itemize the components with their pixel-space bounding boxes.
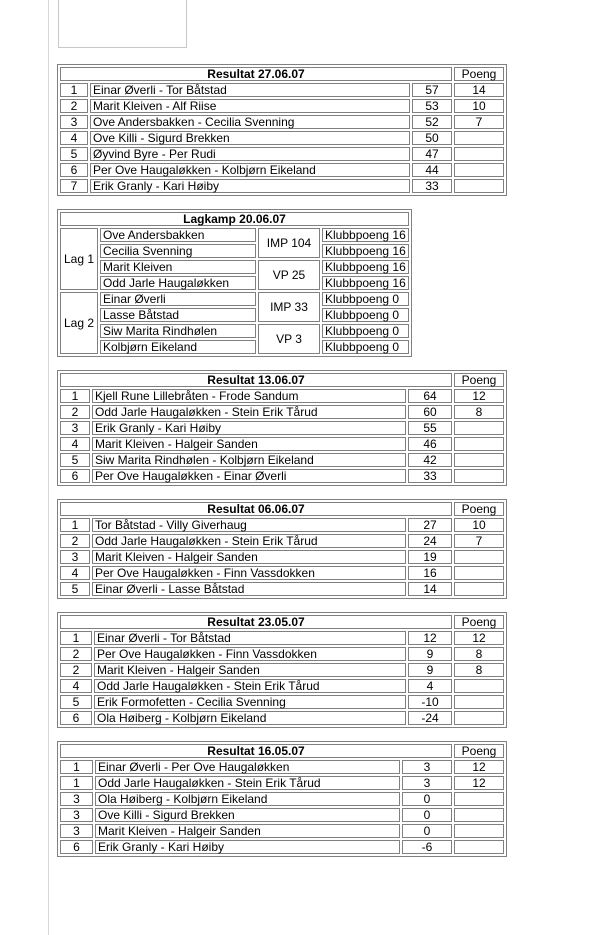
result-table-16-05 bbox=[57, 741, 507, 857]
rank-cell: 2 bbox=[60, 647, 92, 661]
poeng-cell bbox=[454, 469, 504, 483]
klubbpoeng-cell: Klubbpoeng 0 bbox=[322, 340, 409, 354]
rank-cell: 5 bbox=[60, 453, 90, 467]
poeng-cell bbox=[454, 453, 504, 467]
score-cell: 44 bbox=[412, 163, 452, 177]
rank-cell: 3 bbox=[60, 115, 88, 129]
pair-cell: Marit Kleiven - Alf Riise bbox=[90, 99, 410, 113]
poeng-cell bbox=[454, 711, 504, 725]
table-row bbox=[60, 163, 504, 177]
pair-cell: Ove Killi - Sigurd Brekken bbox=[90, 131, 410, 145]
rank-cell: 1 bbox=[60, 389, 90, 403]
poeng-header: Poeng bbox=[454, 615, 504, 629]
poeng-cell: 8 bbox=[454, 663, 504, 677]
poeng-header: Poeng bbox=[454, 744, 504, 758]
rank-cell: 1 bbox=[60, 776, 93, 790]
table-row bbox=[60, 340, 409, 354]
pair-cell: Ola Høiberg - Kolbjørn Eikeland bbox=[94, 711, 406, 725]
table-row bbox=[60, 292, 409, 306]
table-row bbox=[60, 679, 504, 693]
pair-cell: Marit Kleiven - Halgeir Sanden bbox=[92, 437, 406, 451]
score-cell: 0 bbox=[402, 792, 452, 806]
klubbpoeng-cell: Klubbpoeng 0 bbox=[322, 308, 409, 322]
pair-cell: Erik Granly - Kari Høiby bbox=[90, 179, 410, 193]
poeng-cell bbox=[454, 695, 504, 709]
rank-cell: 4 bbox=[60, 437, 90, 451]
score-cell: 0 bbox=[402, 808, 452, 822]
table-row bbox=[60, 389, 504, 403]
team-label: Lag 2 bbox=[60, 292, 98, 354]
klubbpoeng-cell: Klubbpoeng 0 bbox=[322, 292, 409, 306]
rank-cell: 6 bbox=[60, 163, 88, 177]
score-cell: 9 bbox=[408, 663, 452, 677]
rank-cell: 7 bbox=[60, 179, 88, 193]
pair-cell: Odd Jarle Haugaløkken - Stein Erik Tårud bbox=[95, 776, 400, 790]
rank-cell: 4 bbox=[60, 131, 88, 145]
pair-cell: Kjell Rune Lillebråten - Frode Sandum bbox=[92, 389, 406, 403]
table-row bbox=[60, 437, 504, 451]
table-row bbox=[60, 276, 409, 290]
pair-cell: Marit Kleiven - Halgeir Sanden bbox=[92, 550, 406, 564]
table-row bbox=[60, 631, 504, 645]
result-table-13-06 bbox=[57, 370, 507, 486]
poeng-cell bbox=[454, 421, 504, 435]
table-row bbox=[60, 647, 504, 661]
score-cell: 55 bbox=[408, 421, 452, 435]
score-cell: 46 bbox=[408, 437, 452, 451]
player-cell: Lasse Båtstad bbox=[100, 308, 256, 322]
score-cell: 4 bbox=[408, 679, 452, 693]
team-label: Lag 1 bbox=[60, 228, 98, 290]
table-row bbox=[60, 179, 504, 193]
pair-cell: Odd Jarle Haugaløkken - Stein Erik Tårud bbox=[94, 679, 406, 693]
score-cell: 53 bbox=[412, 99, 452, 113]
table-row bbox=[60, 792, 504, 806]
result-table-27-06 bbox=[57, 64, 507, 196]
imp-cell: IMP 33 bbox=[258, 292, 320, 322]
score-cell: 3 bbox=[402, 760, 452, 774]
score-cell: 0 bbox=[402, 824, 452, 838]
score-cell: 27 bbox=[408, 518, 452, 532]
score-cell: 14 bbox=[408, 582, 452, 596]
player-cell: Kolbjørn Eikeland bbox=[100, 340, 256, 354]
poeng-cell bbox=[454, 824, 504, 838]
score-cell: 12 bbox=[408, 631, 452, 645]
table-row bbox=[60, 115, 504, 129]
pair-cell: Per Ove Haugaløkken - Kolbjørn Eikeland bbox=[90, 163, 410, 177]
table-row bbox=[60, 99, 504, 113]
table-row bbox=[60, 324, 409, 338]
pair-cell: Marit Kleiven - Halgeir Sanden bbox=[95, 824, 400, 838]
poeng-cell bbox=[454, 679, 504, 693]
pair-cell: Einar Øverli - Tor Båtstad bbox=[90, 83, 410, 97]
pair-cell: Øyvind Byre - Per Rudi bbox=[90, 147, 410, 161]
table-row bbox=[60, 695, 504, 709]
rank-cell: 1 bbox=[60, 518, 90, 532]
poeng-header: Poeng bbox=[454, 373, 504, 387]
klubbpoeng-cell: Klubbpoeng 0 bbox=[322, 324, 409, 338]
table-row bbox=[60, 405, 504, 419]
table-row bbox=[60, 566, 504, 580]
pair-cell: Ove Andersbakken - Cecilia Svenning bbox=[90, 115, 410, 129]
poeng-cell bbox=[454, 566, 504, 580]
poeng-cell: 7 bbox=[454, 534, 504, 548]
poeng-cell: 12 bbox=[454, 631, 504, 645]
pair-cell: Ove Killi - Sigurd Brekken bbox=[95, 808, 400, 822]
table-row bbox=[60, 582, 504, 596]
pair-cell: Erik Formofetten - Cecilia Svenning bbox=[94, 695, 406, 709]
table-row bbox=[60, 260, 409, 274]
table-row bbox=[60, 421, 504, 435]
poeng-cell bbox=[454, 550, 504, 564]
table-row bbox=[60, 308, 409, 322]
poeng-header: Poeng bbox=[454, 502, 504, 516]
score-cell: 19 bbox=[408, 550, 452, 564]
pair-cell: Per Ove Haugaløkken - Finn Vassdokken bbox=[94, 647, 406, 661]
poeng-cell: 14 bbox=[454, 83, 504, 97]
poeng-cell bbox=[454, 147, 504, 161]
score-cell: 47 bbox=[412, 147, 452, 161]
pair-cell: Einar Øverli - Tor Båtstad bbox=[94, 631, 406, 645]
score-cell: 9 bbox=[408, 647, 452, 661]
lagkamp-title: Lagkamp 20.06.07 bbox=[60, 212, 409, 226]
result-title: Resultat 27.06.07 bbox=[60, 67, 452, 81]
rank-cell: 3 bbox=[60, 792, 93, 806]
score-cell: -10 bbox=[408, 695, 452, 709]
vp-cell: VP 3 bbox=[258, 324, 320, 354]
page-margin-line bbox=[48, 0, 49, 935]
poeng-cell: 10 bbox=[454, 518, 504, 532]
poeng-cell bbox=[454, 131, 504, 145]
score-cell: 50 bbox=[412, 131, 452, 145]
score-cell: 24 bbox=[408, 534, 452, 548]
poeng-cell: 12 bbox=[454, 389, 504, 403]
table-row bbox=[60, 550, 504, 564]
rank-cell: 3 bbox=[60, 550, 90, 564]
pair-cell: Odd Jarle Haugaløkken - Stein Erik Tårud bbox=[92, 405, 406, 419]
result-title: Resultat 23.05.07 bbox=[60, 615, 452, 629]
rank-cell: 2 bbox=[60, 405, 90, 419]
table-row bbox=[60, 469, 504, 483]
rank-cell: 2 bbox=[60, 534, 90, 548]
table-row bbox=[60, 228, 409, 242]
table-row bbox=[60, 244, 409, 258]
table-row bbox=[60, 663, 504, 677]
header-box bbox=[58, 0, 187, 48]
poeng-cell: 8 bbox=[454, 647, 504, 661]
score-cell: -6 bbox=[402, 840, 452, 854]
klubbpoeng-cell: Klubbpoeng 16 bbox=[322, 276, 409, 290]
poeng-cell bbox=[454, 437, 504, 451]
rank-cell: 5 bbox=[60, 695, 92, 709]
poeng-cell: 8 bbox=[454, 405, 504, 419]
result-title: Resultat 16.05.07 bbox=[60, 744, 452, 758]
poeng-cell bbox=[454, 808, 504, 822]
poeng-cell bbox=[454, 179, 504, 193]
rank-cell: 2 bbox=[60, 99, 88, 113]
table-row bbox=[60, 760, 504, 774]
table-row bbox=[60, 131, 504, 145]
pair-cell: Tor Båtstad - Villy Giverhaug bbox=[92, 518, 406, 532]
score-cell: -24 bbox=[408, 711, 452, 725]
table-row bbox=[60, 776, 504, 790]
table-row bbox=[60, 840, 504, 854]
rank-cell: 2 bbox=[60, 663, 92, 677]
rank-cell: 1 bbox=[60, 760, 93, 774]
rank-cell: 4 bbox=[60, 679, 92, 693]
poeng-cell: 12 bbox=[454, 776, 504, 790]
score-cell: 33 bbox=[412, 179, 452, 193]
player-cell: Cecilia Svenning bbox=[100, 244, 256, 258]
score-cell: 3 bbox=[402, 776, 452, 790]
score-cell: 64 bbox=[408, 389, 452, 403]
table-row bbox=[60, 711, 504, 725]
vp-cell: VP 25 bbox=[258, 260, 320, 290]
table-row bbox=[60, 534, 504, 548]
pair-cell: Erik Granly - Kari Høiby bbox=[95, 840, 400, 854]
result-table-23-05 bbox=[57, 612, 507, 728]
player-cell: Marit Kleiven bbox=[100, 260, 256, 274]
poeng-cell bbox=[454, 792, 504, 806]
poeng-cell: 7 bbox=[454, 115, 504, 129]
pair-cell: Marit Kleiven - Halgeir Sanden bbox=[94, 663, 406, 677]
pair-cell: Odd Jarle Haugaløkken - Stein Erik Tårud bbox=[92, 534, 406, 548]
klubbpoeng-cell: Klubbpoeng 16 bbox=[322, 260, 409, 274]
poeng-cell: 10 bbox=[454, 99, 504, 113]
poeng-cell bbox=[454, 840, 504, 854]
pair-cell: Per Ove Haugaløkken - Finn Vassdokken bbox=[92, 566, 406, 580]
rank-cell: 6 bbox=[60, 469, 90, 483]
score-cell: 52 bbox=[412, 115, 452, 129]
score-cell: 42 bbox=[408, 453, 452, 467]
pair-cell: Siw Marita Rindhølen - Kolbjørn Eikeland bbox=[92, 453, 406, 467]
result-table-06-06 bbox=[57, 499, 507, 599]
klubbpoeng-cell: Klubbpoeng 16 bbox=[322, 244, 409, 258]
pair-cell: Ola Høiberg - Kolbjørn Eikeland bbox=[95, 792, 400, 806]
poeng-header: Poeng bbox=[454, 67, 504, 81]
table-row bbox=[60, 808, 504, 822]
result-title: Resultat 06.06.07 bbox=[60, 502, 452, 516]
player-cell: Odd Jarle Haugaløkken bbox=[100, 276, 256, 290]
table-row bbox=[60, 83, 504, 97]
rank-cell: 4 bbox=[60, 566, 90, 580]
rank-cell: 3 bbox=[60, 421, 90, 435]
table-row bbox=[60, 518, 504, 532]
rank-cell: 5 bbox=[60, 147, 88, 161]
pair-cell: Einar Øverli - Lasse Båtstad bbox=[92, 582, 406, 596]
table-row bbox=[60, 147, 504, 161]
pair-cell: Per Ove Haugaløkken - Einar Øverli bbox=[92, 469, 406, 483]
player-cell: Ove Andersbakken bbox=[100, 228, 256, 242]
score-cell: 33 bbox=[408, 469, 452, 483]
pair-cell: Einar Øverli - Per Ove Haugaløkken bbox=[95, 760, 400, 774]
score-cell: 57 bbox=[412, 83, 452, 97]
score-cell: 16 bbox=[408, 566, 452, 580]
klubbpoeng-cell: Klubbpoeng 16 bbox=[322, 228, 409, 242]
player-cell: Einar Øverli bbox=[100, 292, 256, 306]
result-title: Resultat 13.06.07 bbox=[60, 373, 452, 387]
table-row bbox=[60, 453, 504, 467]
rank-cell: 1 bbox=[60, 83, 88, 97]
rank-cell: 6 bbox=[60, 840, 93, 854]
rank-cell: 5 bbox=[60, 582, 90, 596]
rank-cell: 1 bbox=[60, 631, 92, 645]
rank-cell: 6 bbox=[60, 711, 92, 725]
score-cell: 60 bbox=[408, 405, 452, 419]
poeng-cell: 12 bbox=[454, 760, 504, 774]
poeng-cell bbox=[454, 582, 504, 596]
rank-cell: 3 bbox=[60, 808, 93, 822]
lagkamp-table bbox=[57, 209, 412, 357]
imp-cell: IMP 104 bbox=[258, 228, 320, 258]
table-row bbox=[60, 824, 504, 838]
pair-cell: Erik Granly - Kari Høiby bbox=[92, 421, 406, 435]
player-cell: Siw Marita Rindhølen bbox=[100, 324, 256, 338]
rank-cell: 3 bbox=[60, 824, 93, 838]
poeng-cell bbox=[454, 163, 504, 177]
